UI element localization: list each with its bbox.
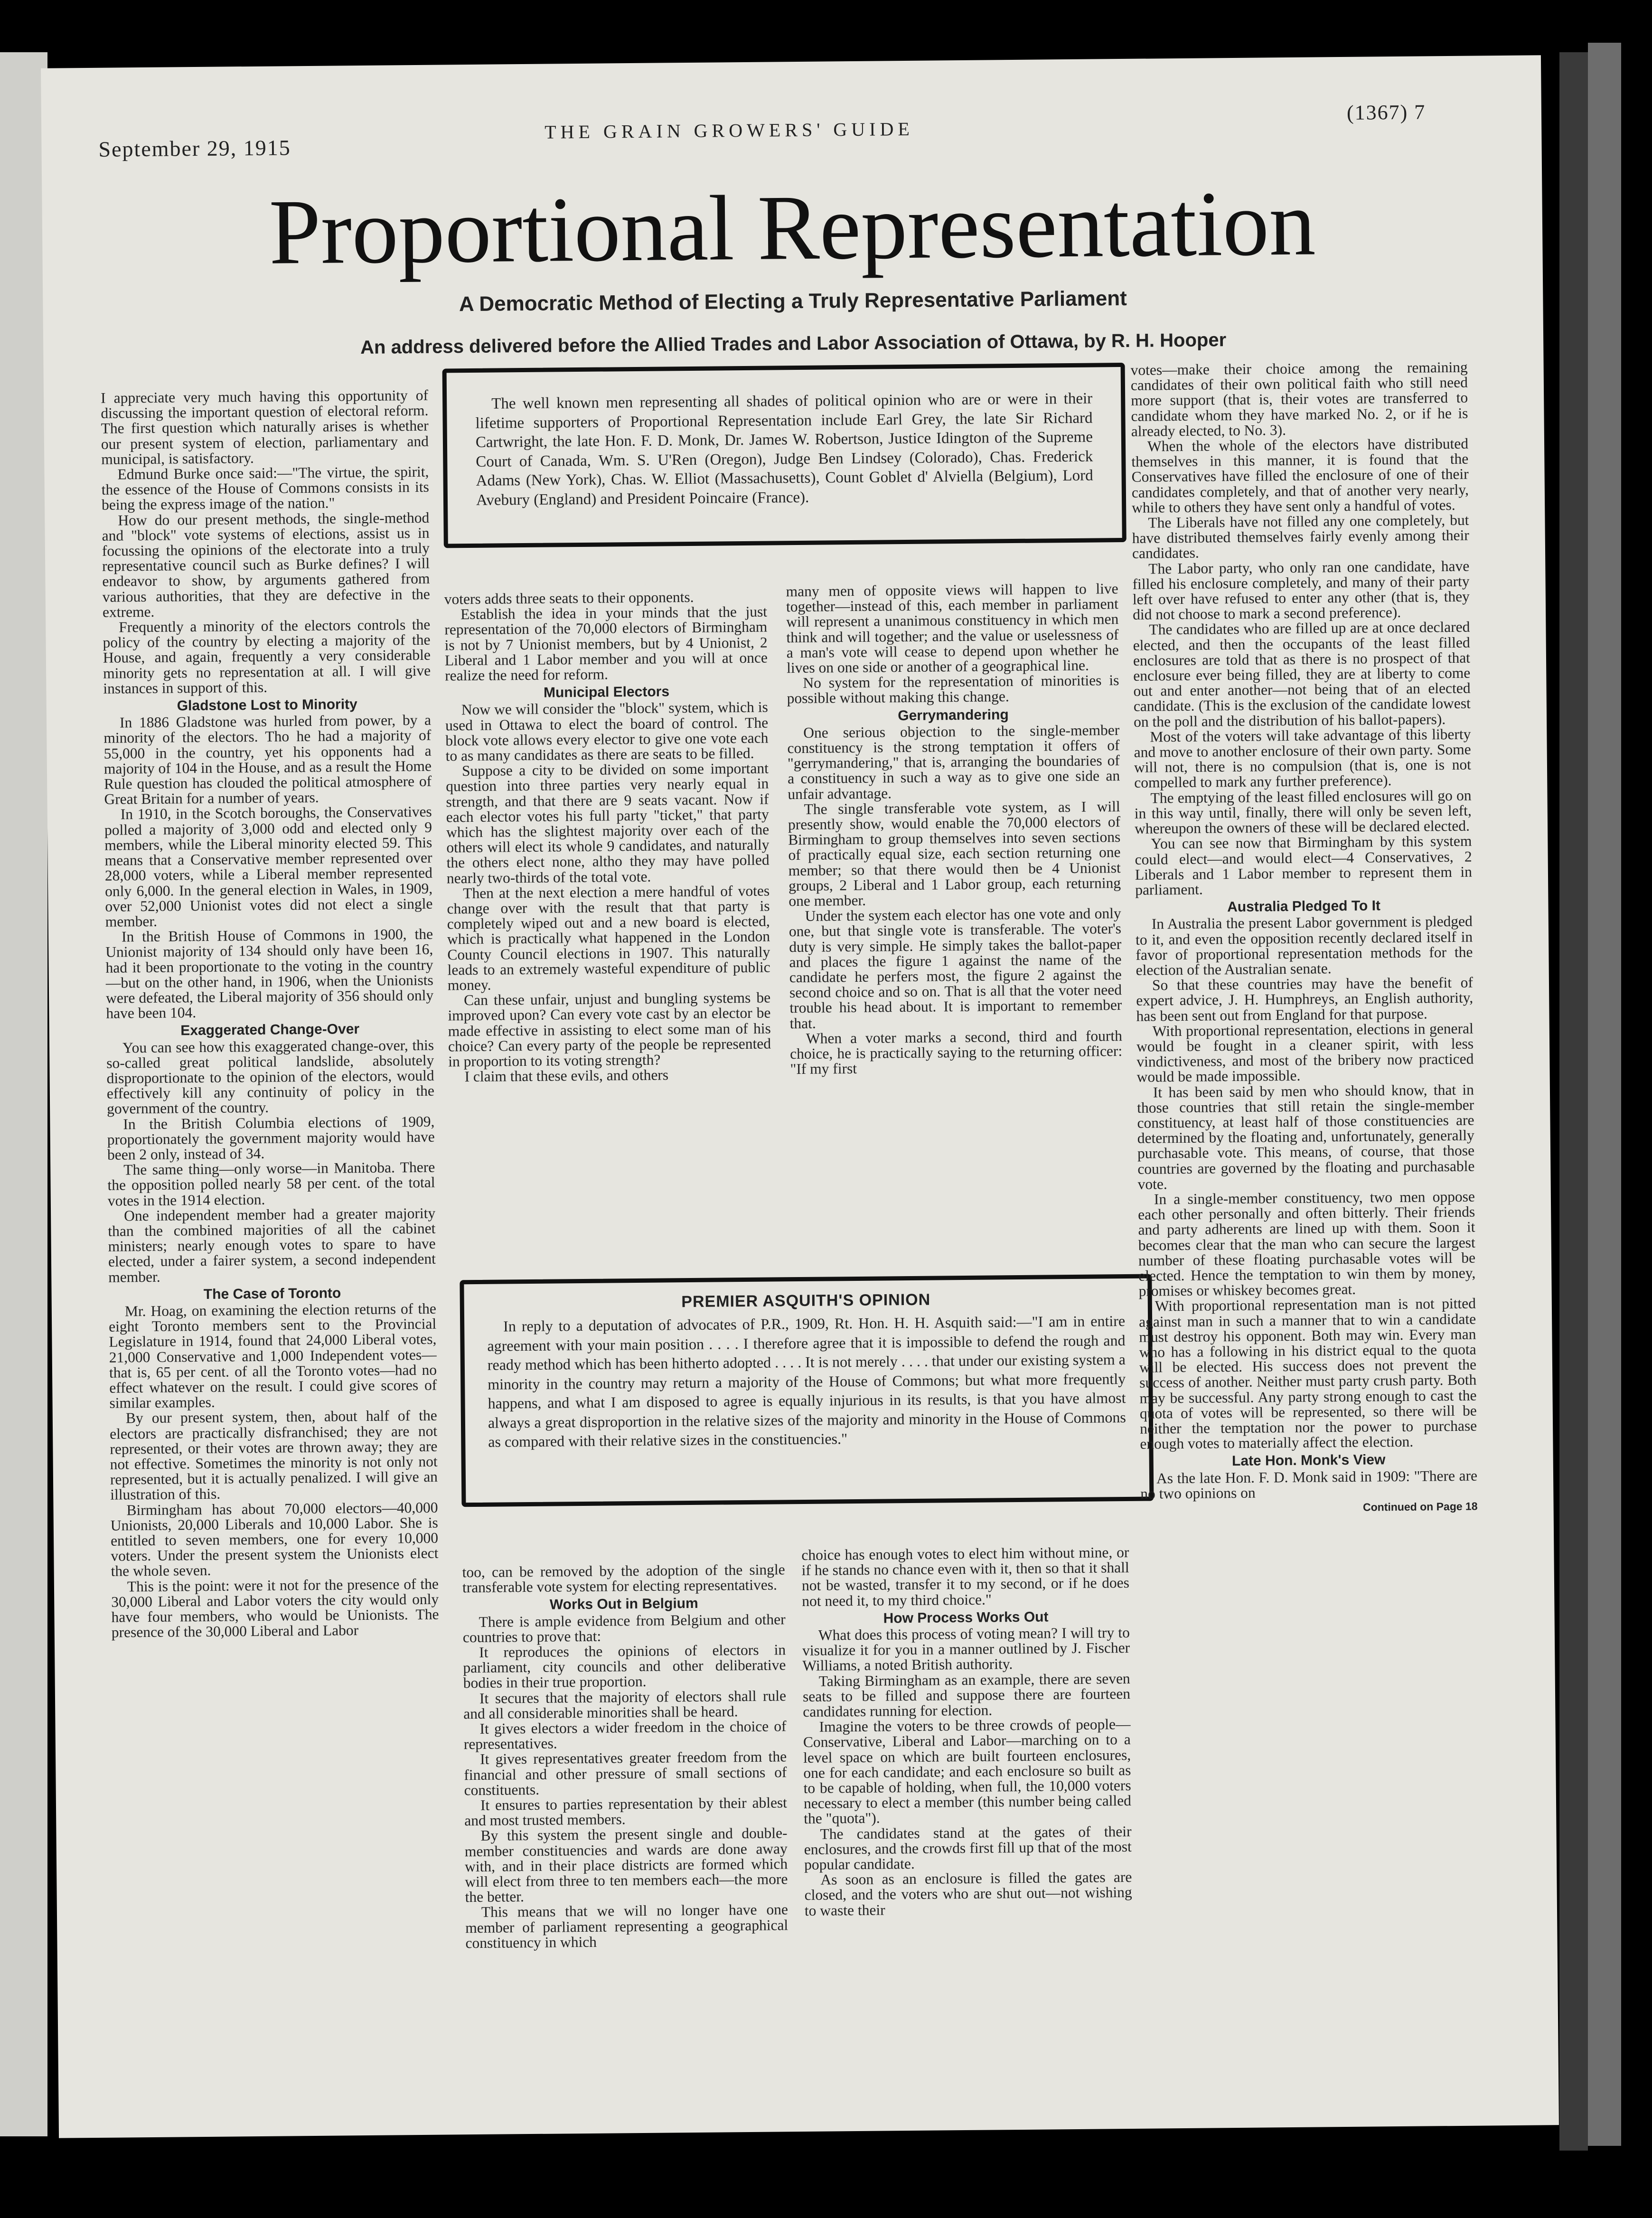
- column-2-bottom: [462, 1562, 788, 1951]
- paragraph: votes—make their choice among the remaining candidates of their own political faith who still need more support (that is, their votes are transferred to candidate whom they have marked No. 2, or if he is already elected, to No. 3).: [1130, 358, 1468, 440]
- section-heading: Australia Pledged To It: [1227, 898, 1381, 915]
- paragraph: The Labor party, who only ran one candidate, have filled his enclosure completely, and many of their party left over have refused to enter any other (that is, they did not choose to mark a second preference).: [1132, 557, 1470, 623]
- paragraph: The single transferable vote system, as I will presently show, would enable the 70,000 electors of Birmingham to group themselves into seven sections of practically equal size, each section returning one member; so that there would then be 4 Unionist groups, 2 Liberal and 1 Labor group, each returning one member.: [788, 798, 1121, 910]
- asquith-opinion-box: [460, 1274, 1154, 1507]
- paragraph: You can see how this exaggerated change-over, this so-called great political landslide, absolutely disproportionate to the opinion of the electors, would effectively kill any continuity of policy in the government of the country.: [106, 1036, 435, 1118]
- paragraph: Mr. Hoag, on examining the election returns of the eight Toronto members sent to the Provincial Legislature in 1914, found that 24,000 Liberal votes, 21,000 Conservative and 1,000 Independent votes—that is, 65 per cent. of all the Toronto votes—had no effect whatever on the result. I could give scores of similar examples.: [109, 1300, 437, 1411]
- asquith-box-title: PREMIER ASQUITH'S OPINION: [681, 1290, 931, 1311]
- paragraph: It secures that the majority of electors shall rule and all considerable minorities shall be heard.: [463, 1687, 787, 1722]
- supporters-text: The well known men representing all shades of political opinion who are or were in their lifetime supporters of Proportional Representation include Earl Grey, the late Sir Richard Cartwright, the late Hon. F. D. Monk, Dr. James W. Robertson, Justice Idington of the Supreme Court of Canada, Wm. S. U'Ren (Oregon), Judge Ben Lindsey (Colorado), Chas. Frederick Adams (New York), Chas. W. Elliot (Massachusetts), Count Goblet d' Alviella (Belgium), Lord Avebury (England) and President Poincaire (France).: [475, 390, 1093, 509]
- paragraph: It has been said by men who should know, that in those countries that still retain the single-member constituency, at least half of those constituencies are determined by the floating and, unfortunately, generally purchasable vote. This means, of course, that those countries are governed by the floating and purchasable vote.: [1137, 1081, 1475, 1193]
- paragraph: There is ample evidence from Belgium and other countries to prove that:: [462, 1610, 786, 1646]
- paragraph: One independent member had a greater majority than the combined majorities of all the cabinet ministers; nearly enough votes to spare to have elected, under a fairer system, a second independent member.: [108, 1204, 436, 1286]
- paragraph: voters adds three seats to their opponents.: [444, 588, 694, 608]
- paragraph: Establish the idea in your minds that the just representation of the 70,000 electors of Birmingham is not by 7 Unionist members, but by 4 Unionist, 2 Liberal and 1 Labor member and you will at once realize the need for reform.: [444, 603, 768, 684]
- paragraph: What does this process of voting mean? I will try to visualize it for you in a manner outlined by J. Fischer Williams, a noted British authority.: [802, 1624, 1130, 1674]
- column-3-top: [786, 581, 1123, 1077]
- column-2-top: [444, 589, 771, 1085]
- paragraph: With proportional representation man is not pitted against man in such a manner that to win a candidate must destroy his opponent. Both may win. Every man who has a following in his district equal to the quota will be elected. His success does not prevent the success of another. Neither must party crush party. Both may be successful. Any party strong enough to cast the quota of votes will be represented, so there will be neither the temptation nor the power to purchase enough votes to materially affect the election.: [1139, 1295, 1477, 1452]
- paragraph: The candidates stand at the gates of their enclosures, and the crowds first fill up that of the most popular candidate.: [804, 1823, 1132, 1873]
- facing-page-edge: [0, 52, 47, 2136]
- paragraph: Then at the next election a mere handful of votes change over with the result that that party is completely wiped out and a new board is elected, which is practically what happened in the London County Council elections in 1907. This naturally leads to an extremely wasteful expenditure of public money.: [447, 882, 770, 994]
- section-heading: Municipal Electors: [543, 684, 670, 701]
- section-heading: The Case of Toronto: [203, 1285, 341, 1302]
- article-title: Proportional Representation: [268, 171, 1316, 284]
- binding-edge-outer: [1588, 43, 1621, 2146]
- paragraph: In the British House of Commons in 1900, the Unionist majority of 134 should only have been 16, had it been proportionate to the voting in the country—but on the other hand, in 1906, when the Unionists were defeated, the Liberal majority of 356 should only have been 104.: [105, 925, 434, 1022]
- paragraph: It ensures to parties representation by their ablest and most trusted members.: [464, 1794, 788, 1829]
- paragraph: In a single-member constituency, two men oppose each other personally and often bitterly. Their friends and party adherents are lined up with them. Soon it becomes clear that the man who can secure the largest number of these floating purchasable votes will be elected. Hence the temptation to win them by money, promises or whiskey becomes great.: [1138, 1188, 1476, 1299]
- issue-date: September 29, 1915: [98, 135, 291, 161]
- paragraph: Taking Birmingham as an example, there are seven seats to be filled and suppose there are fourteen candidates running for election.: [802, 1670, 1131, 1720]
- page-number: (1367) 7: [1346, 100, 1426, 124]
- paragraph: Most of the voters will take advantage of this liberty and move to another enclosure of their own party. Some will not, there is no compulsion (that is, one is not compelled to mark any further preference).: [1134, 725, 1472, 791]
- paragraph: The emptying of the least filled enclosures will go on in this way until, finally, there will only be seven left, whereupon the owners of these will be declared elected.: [1134, 787, 1472, 837]
- article-byline: An address delivered before the Allied Trades and Labor Association of Ottawa, by R. H. Hooper: [360, 329, 1227, 358]
- binding-edge: [1559, 52, 1588, 2151]
- paragraph: The same thing—only worse—in Manitoba. There the opposition polled nearly 58 per cent. of the total votes in the 1914 election.: [107, 1158, 435, 1209]
- paragraph: As the late Hon. F. D. Monk said in 1909: "There are no two opinions on: [1140, 1467, 1478, 1502]
- paragraph: This is the point: were it not for the presence of the 30,000 Liberal and Labor voters the city would only have four members, who would be Unionists. The presence of the 30,000 Liberal and Labor: [111, 1575, 439, 1641]
- paragraph: It reproduces the opinions of electors in parliament, city councils and other deliberative bodies in their true proportion.: [463, 1641, 786, 1692]
- paragraph: This means that we will no longer have one member of parliament representing a geographical constituency in which: [465, 1901, 788, 1952]
- paragraph: With proportional representation, elections in general would be fought in a cleaner spirit, with less vindictiveness, and most of the bribery now practiced would be made impossible.: [1136, 1020, 1474, 1086]
- supporters-box: [442, 363, 1126, 548]
- paragraph: By our present system, then, about half of the electors are practically disfranchised; they are not represented, or their votes are thrown away; they are not effective. Sometimes the minority is not only not represented, but it is actually penalized. I will give an illustration of this.: [109, 1407, 438, 1504]
- column-3-bottom: [801, 1545, 1132, 1918]
- paragraph: So that these countries may have the benefit of expert advice, J. H. Humphreys, an English authority, has been sent out from England for that purpose.: [1136, 974, 1474, 1024]
- section-heading: Exaggerated Change-Over: [180, 1021, 360, 1039]
- paragraph: It gives electors a wider freedom in the choice of representatives.: [463, 1718, 787, 1753]
- paragraph: Can these unfair, unjust and bungling systems be improved upon? Can every vote cast by an elector be made effective in assisting to elect some man of his choice? Can every party of the people be represented in proportion to its voting strength?: [448, 989, 771, 1070]
- paragraph: choice has enough votes to elect him without mine, or if he stands no chance even with it, then so that it shall not be wasted, transfer it to my second, or if he does not need it, to my third choice.": [801, 1543, 1130, 1609]
- paragraph: I claim that these evils, and others: [464, 1066, 669, 1085]
- paragraph: Birmingham has about 70,000 electors—40,000 Unionists, 20,000 Liberals and 10,000 Labor. She is entitled to seven members, one for every 10,000 voters. Under the present system the Unionists elect the whole seven.: [110, 1499, 439, 1580]
- paragraph: many men of opposite views will happen to live together—instead of this, each member in parliament will represent a unanimous constituency in which men think and will together; and the value or uselessness of a man's vote will cease to depend upon whether he lives on one side or another of a geographical line.: [786, 580, 1119, 677]
- paragraph: The candidates who are filled up are at once declared elected, and then the occupants of the least filled enclosures are told that as there is no prospect of that enclosure ever being filled, they are at liberty to come out and enter another—not being that of an elected candidate. (This is the exclusion of the candidate lowest on the poll and the distribution of his ballot-papers).: [1133, 619, 1471, 730]
- section-heading: Gladstone Lost to Minority: [177, 696, 357, 714]
- section-heading: Late Hon. Monk's View: [1231, 1452, 1386, 1469]
- paragraph: The Liberals have not filled any one completely, but have distributed themselves fairly evenly among their candidates.: [1132, 511, 1469, 562]
- asquith-box-text: In reply to a deputation of advocates of P.R., 1909, Rt. Hon. H. H. Asquith said:—"I am in entire agreement with your main position . . . . I therefore agree that it is impossible to defend the rough and ready method which has been hitherto adopted . . . . It is not merely . . . . that under our existing system a minority in the country may return a majority of the House of Commons; but what more frequently happens, and what I am disposed to agree is equally injurious in its results, is that you have almost always a great disproportion in the relative sizes of the majority and minority in the House of Commons as compared with their relative sizes in the constituencies.": [487, 1312, 1126, 1450]
- newspaper-page: [41, 55, 1559, 2138]
- paragraph: It gives representatives greater freedom from the financial and other pressure of small sections of constituents.: [464, 1748, 787, 1799]
- paragraph: In Australia the present Labor government is pledged to it, and even the opposition recently declared itself in favor of proportional representation methods for the election of the Australian senate.: [1135, 912, 1473, 978]
- paragraph: Frequently a minority of the electors controls the policy of the country by electing a majority of the House, and again, frequently a very considerable minority gets no representation at all. I will give instances in support of this.: [103, 616, 431, 697]
- paragraph: In 1886 Gladstone was hurled from power, by a minority of the electors. Tho he had a majority of 55,000 in the country, yet his opponents had a majority of 104 in the House, and as a result the Home Rule question has clouded the political atmosphere of Great Britain for a number of years.: [103, 712, 432, 808]
- column-1: [101, 388, 439, 1640]
- paragraph: too, can be removed by the adoption of the single transferable vote system for electing representatives.: [462, 1561, 785, 1596]
- section-heading: How Process Works Out: [883, 1609, 1049, 1626]
- paragraph: No system for the representation of minorities is possible without making this change.: [787, 672, 1119, 707]
- paragraph: Now we will consider the "block" system, which is used in Ottawa to elect the board of control. The block vote allows every elector to give one vote each to as many candidates as there are seats to be filled.: [445, 698, 769, 764]
- paragraph: How do our present methods, the single-method and "block" vote systems of elections, assist us in focussing the opinions of the electorate into a truly representative council such as Burke defines? I will endeavor to show, by arguments gathered from various authorities, that they are defective in the extreme.: [102, 509, 430, 620]
- section-heading: Works Out in Belgium: [549, 1596, 698, 1613]
- section-heading: Gerrymandering: [898, 706, 1009, 724]
- continued-notice: Continued on Page 18: [1362, 1500, 1478, 1513]
- paragraph: As soon as an enclosure is filled the gates are closed, and the voters who are shut out—not wishing to waste their: [804, 1869, 1132, 1919]
- paragraph: In the British Columbia elections of 1909, proportionately the government majority would have been 2 only, instead of 34.: [107, 1113, 435, 1163]
- paragraph: Suppose a city to be divided on some important question into three parties very nearly equal in strength, and that there are 9 seats vacant. Now if each elector votes his full party "ticket," that party which has the slightest majority over each of the others will elect its whole 9 candidates, and naturally the others elect none, altho they may have polled nearly two-thirds of the total vote.: [446, 760, 770, 887]
- paragraph: By this system the present single and double-member constituencies and wards are done away with, and in their place districts are formed which will elect from three to ten members each—the more the better.: [464, 1824, 788, 1906]
- paragraph: I appreciate very much having this opportunity of discussing the important question of electoral reform. The first question which naturally arises is whether our present system of election, parliamentary and municipal, is satisfactory.: [100, 386, 429, 468]
- paragraph: When the whole of the electors have distributed themselves in this manner, it is found that the Conservatives have filled the enclosure of one of their candidates completely, and that of another very nearly, while to others they have sent only a handful of votes.: [1131, 435, 1469, 516]
- paragraph: When a voter marks a second, third and fourth choice, he is practically saying to the returning officer: "If my first: [790, 1027, 1123, 1078]
- paragraph: In 1910, in the Scotch boroughs, the Conservatives polled a majority of 3,000 odd and elected only 9 members, while the Liberal minority elected 59. This means that a Conservative member represented over 28,000 voters, while a Liberal member represented only 6,000. In the general election in Wales, in 1909, over 52,000 Unionist votes did not elect a single member.: [104, 803, 433, 930]
- paragraph: You can see now that Birmingham by this system could elect—and would elect—4 Conservatives, 2 Liberals and 1 Labor member to represent them in parliament.: [1135, 832, 1473, 898]
- column-4: [1131, 360, 1478, 1517]
- paragraph: Imagine the voters to be three crowds of people—Conservative, Liberal and Labor—marching on to a level space on which are built fourteen enclosures, one for each candidate; and each enclosure so built as to be capable of holding, when full, the 10,000 voters necessary to elect a member (this number being called the "quota").: [803, 1716, 1132, 1827]
- article-subtitle: A Democratic Method of Electing a Truly Representative Parliament: [459, 286, 1127, 316]
- publication-name: THE GRAIN GROWERS' GUIDE: [544, 118, 914, 143]
- paragraph: Edmund Burke once said:—"The virtue, the spirit, the essence of the House of Commons consists in its being the express image of the nation.": [101, 463, 429, 514]
- paragraph: Under the system each elector has one vote and only one, but that single vote is transferable. The voter's duty is very simple. He simply takes the ballot-paper and places the figure 1 against the name of the candidate he perfers most, the figure 2 against the second choice and so on. That is all that the voter need trouble his head about. It is important to remember that.: [788, 905, 1122, 1032]
- paragraph: One serious objection to the single-member constituency is the strong temptation it offers of "gerrymandering," that is, arranging the boundaries of a constituency in such a way as to give one side an unfair advantage.: [787, 721, 1120, 802]
